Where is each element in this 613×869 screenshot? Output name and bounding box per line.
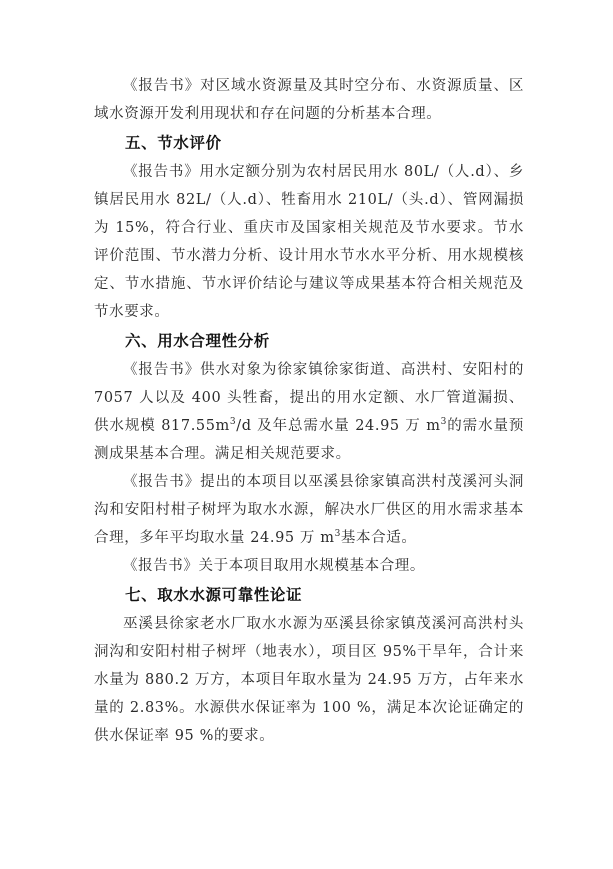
paragraph-source-reliability: 巫溪县徐家老水厂取水水源为巫溪县徐家镇茂溪河高洪村头洞沟和安阳村柑子树坪（地表水），项目区 95%干旱年，合计来水量为 880.2 万方，本项目年取水量为 24.95 万方，占年来水量的 2.83%。水源供水保证率为 100 %，满足本次论证确定的供水保证率 95 %的要求。 [94,616,524,744]
section-heading-source-reliability: 七、取水水源可靠性论证 [125,586,303,604]
section-heading-water-use-rationality: 六、用水合理性分析 [125,332,270,350]
cubic-superscript: 3 [440,417,447,428]
paragraph-water-quota: 《报告书》用水定额分别为农村居民用水 80L/（人.d）、乡镇居民用水 82L/（人.d）、牲畜用水 210L/（头.d）、管网漏损为 15%，符合行业、重庆市及国家相关规范及节水要求。节水评价范围、节水潜力分析、设计用水节水水平分析、用水规模核定、节水措施、节水评价结论与建议等成果基本符合相关规范及节水要求。 [94,164,524,320]
cubic-superscript: 3 [229,417,237,428]
supply-targets-text-part-3: 的需水量预测成果基本合理。满足相关规范要求。 [94,418,525,462]
intake-source-text-part-1: 《报告书》提出的本项目以巫溪县徐家镇高洪村茂溪河头洞沟和安阳村柑子树坪为取水水源，解决水厂供区的用水需求基本合理，多年平均取水量 24.95 万 m [94,474,524,546]
section-heading-water-saving-evaluation: 五、节水评价 [125,134,222,152]
supply-targets-text-part-1: 《报告书》供水对象为徐家镇徐家街道、高洪村、安阳村的 7057 人以及 400 头牲畜，提出的用水定额、水厂管道漏损、供水规模 817.55m [94,362,524,434]
intake-source-text-part-2: 基本合适。 [340,530,417,546]
paragraph-intake-scale: 《报告书》关于本项目取用水规模基本合理。 [123,558,425,574]
paragraph-water-resources-analysis: 《报告书》对区域水资源量及其时空分布、水资源质量、区域水资源开发利用现状和存在问题的分析基本合理。 [94,78,524,122]
paragraph-intake-source [94,468,524,552]
cubic-superscript: 3 [334,529,341,540]
document-page [94,72,524,750]
paragraph-supply-targets [94,356,524,468]
supply-targets-text-part-2: /d 及年总需水量 24.95 万 m [236,418,441,434]
